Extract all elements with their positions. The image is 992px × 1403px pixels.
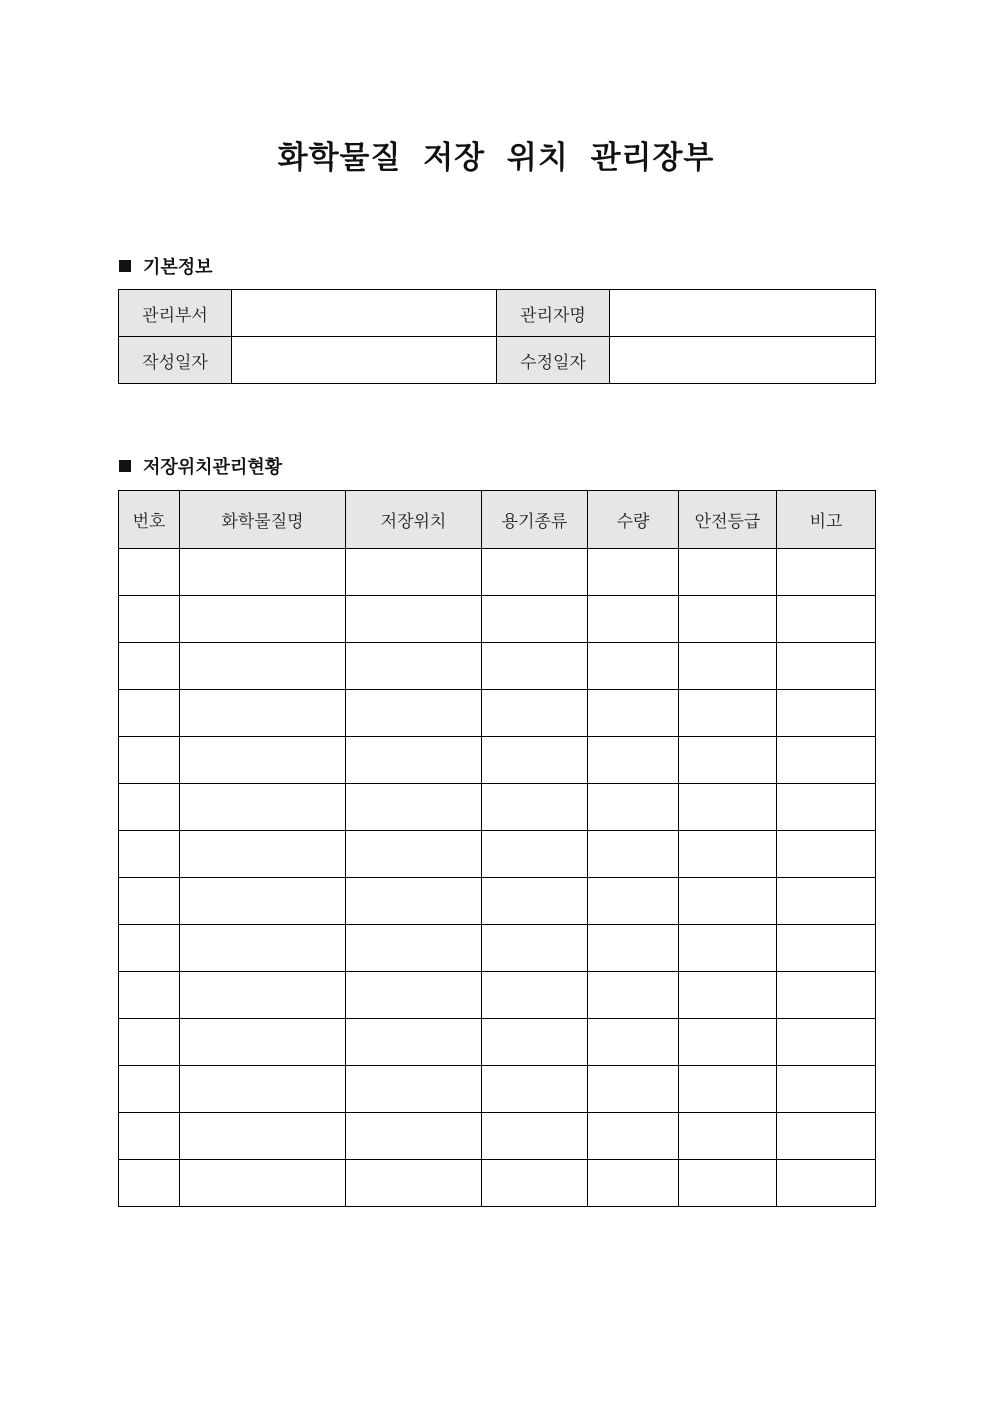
cell-quantity[interactable] (588, 878, 679, 925)
cell-number[interactable] (119, 549, 180, 596)
cell-number[interactable] (119, 1019, 180, 1066)
cell-quantity[interactable] (588, 1019, 679, 1066)
cell-remarks[interactable] (777, 1066, 876, 1113)
cell-quantity[interactable] (588, 1160, 679, 1207)
cell-safety-grade[interactable] (679, 784, 777, 831)
cell-remarks[interactable] (777, 1160, 876, 1207)
cell-remarks[interactable] (777, 1019, 876, 1066)
table-row (119, 690, 876, 737)
column-header-chemical-name: 화학물질명 (180, 491, 346, 549)
cell-safety-grade[interactable] (679, 643, 777, 690)
table-row (119, 737, 876, 784)
cell-remarks[interactable] (777, 690, 876, 737)
cell-safety-grade[interactable] (679, 737, 777, 784)
cell-quantity[interactable] (588, 737, 679, 784)
cell-storage-location[interactable] (346, 737, 482, 784)
cell-remarks[interactable] (777, 643, 876, 690)
cell-number[interactable] (119, 737, 180, 784)
column-header-quantity: 수량 (588, 491, 679, 549)
cell-quantity[interactable] (588, 549, 679, 596)
cell-container-type[interactable] (482, 690, 588, 737)
cell-storage-location[interactable] (346, 690, 482, 737)
cell-safety-grade[interactable] (679, 1019, 777, 1066)
column-header-number: 번호 (119, 491, 180, 549)
cell-chemical-name[interactable] (180, 737, 346, 784)
storage-table (118, 490, 876, 1207)
cell-quantity[interactable] (588, 643, 679, 690)
cell-container-type[interactable] (482, 737, 588, 784)
section-heading-label: 기본정보 (143, 257, 213, 278)
cell-number[interactable] (119, 878, 180, 925)
column-header-storage-location: 저장위치 (346, 491, 482, 549)
cell-quantity[interactable] (588, 784, 679, 831)
cell-chemical-name[interactable] (180, 549, 346, 596)
cell-container-type[interactable] (482, 1160, 588, 1207)
table-row (119, 337, 876, 384)
cell-remarks[interactable] (777, 737, 876, 784)
cell-number[interactable] (119, 596, 180, 643)
column-header-container-type: 용기종류 (482, 491, 588, 549)
cell-container-type[interactable] (482, 596, 588, 643)
field-label-created-date: 작성일자 (119, 337, 232, 384)
cell-storage-location[interactable] (346, 1066, 482, 1113)
field-value-manager[interactable] (610, 290, 876, 337)
cell-number[interactable] (119, 1113, 180, 1160)
cell-remarks[interactable] (777, 972, 876, 1019)
cell-remarks[interactable] (777, 784, 876, 831)
field-value-modified-date[interactable] (610, 337, 876, 384)
table-row (119, 831, 876, 878)
cell-chemical-name[interactable] (180, 596, 346, 643)
cell-number[interactable] (119, 972, 180, 1019)
cell-quantity[interactable] (588, 972, 679, 1019)
cell-storage-location[interactable] (346, 1019, 482, 1066)
cell-safety-grade[interactable] (679, 831, 777, 878)
cell-quantity[interactable] (588, 690, 679, 737)
cell-safety-grade[interactable] (679, 1066, 777, 1113)
cell-storage-location[interactable] (346, 972, 482, 1019)
square-bullet-icon (119, 460, 131, 472)
table-row (119, 549, 876, 596)
cell-storage-location[interactable] (346, 596, 482, 643)
cell-safety-grade[interactable] (679, 690, 777, 737)
basic-info-table (118, 289, 876, 384)
cell-storage-location[interactable] (346, 878, 482, 925)
field-label-modified-date: 수정일자 (497, 337, 610, 384)
cell-chemical-name[interactable] (180, 925, 346, 972)
cell-chemical-name[interactable] (180, 643, 346, 690)
cell-chemical-name[interactable] (180, 831, 346, 878)
cell-storage-location[interactable] (346, 784, 482, 831)
cell-container-type[interactable] (482, 549, 588, 596)
column-header-remarks: 비고 (777, 491, 876, 549)
cell-quantity[interactable] (588, 925, 679, 972)
table-row (119, 596, 876, 643)
cell-number[interactable] (119, 690, 180, 737)
table-row (119, 1066, 876, 1113)
cell-remarks[interactable] (777, 878, 876, 925)
cell-storage-location[interactable] (346, 1160, 482, 1207)
cell-remarks[interactable] (777, 1113, 876, 1160)
cell-remarks[interactable] (777, 549, 876, 596)
cell-chemical-name[interactable] (180, 1019, 346, 1066)
storage-table-body (119, 549, 876, 1207)
cell-storage-location[interactable] (346, 1113, 482, 1160)
table-row (119, 643, 876, 690)
cell-remarks[interactable] (777, 925, 876, 972)
table-row (119, 972, 876, 1019)
cell-safety-grade[interactable] (679, 878, 777, 925)
field-label-manager: 관리자명 (497, 290, 610, 337)
cell-storage-location[interactable] (346, 925, 482, 972)
table-row (119, 784, 876, 831)
table-row (119, 1113, 876, 1160)
cell-chemical-name[interactable] (180, 1160, 346, 1207)
cell-number[interactable] (119, 1066, 180, 1113)
document-title: 화학물질 저장 위치 관리장부 (277, 140, 715, 176)
cell-chemical-name[interactable] (180, 690, 346, 737)
cell-number[interactable] (119, 643, 180, 690)
table-header-row (119, 491, 876, 549)
cell-container-type[interactable] (482, 1113, 588, 1160)
table-row (119, 1019, 876, 1066)
cell-number[interactable] (119, 784, 180, 831)
column-header-safety-grade: 안전등급 (679, 491, 777, 549)
cell-chemical-name[interactable] (180, 972, 346, 1019)
field-label-department: 관리부서 (119, 290, 232, 337)
cell-container-type[interactable] (482, 831, 588, 878)
cell-container-type[interactable] (482, 972, 588, 1019)
cell-safety-grade[interactable] (679, 1113, 777, 1160)
cell-remarks[interactable] (777, 596, 876, 643)
cell-container-type[interactable] (482, 925, 588, 972)
section-heading-storage (119, 453, 282, 479)
cell-quantity[interactable] (588, 1066, 679, 1113)
cell-chemical-name[interactable] (180, 878, 346, 925)
cell-chemical-name[interactable] (180, 1066, 346, 1113)
cell-quantity[interactable] (588, 1113, 679, 1160)
cell-quantity[interactable] (588, 596, 679, 643)
cell-container-type[interactable] (482, 1066, 588, 1113)
cell-chemical-name[interactable] (180, 1113, 346, 1160)
cell-container-type[interactable] (482, 643, 588, 690)
table-row (119, 290, 876, 337)
square-bullet-icon (119, 260, 131, 272)
cell-chemical-name[interactable] (180, 784, 346, 831)
cell-safety-grade[interactable] (679, 549, 777, 596)
cell-storage-location[interactable] (346, 831, 482, 878)
cell-number[interactable] (119, 925, 180, 972)
cell-storage-location[interactable] (346, 549, 482, 596)
section-heading-label: 저장위치관리현황 (143, 457, 283, 478)
table-row (119, 925, 876, 972)
cell-safety-grade[interactable] (679, 925, 777, 972)
cell-storage-location[interactable] (346, 643, 482, 690)
cell-safety-grade[interactable] (679, 1160, 777, 1207)
cell-number[interactable] (119, 831, 180, 878)
cell-number[interactable] (119, 1160, 180, 1207)
table-row (119, 878, 876, 925)
cell-safety-grade[interactable] (679, 972, 777, 1019)
field-value-department[interactable] (232, 290, 497, 337)
cell-container-type[interactable] (482, 878, 588, 925)
cell-container-type[interactable] (482, 784, 588, 831)
cell-remarks[interactable] (777, 831, 876, 878)
table-row (119, 1160, 876, 1207)
section-heading-basic-info (119, 253, 213, 279)
field-value-created-date[interactable] (232, 337, 497, 384)
cell-container-type[interactable] (482, 1019, 588, 1066)
cell-safety-grade[interactable] (679, 596, 777, 643)
cell-quantity[interactable] (588, 831, 679, 878)
